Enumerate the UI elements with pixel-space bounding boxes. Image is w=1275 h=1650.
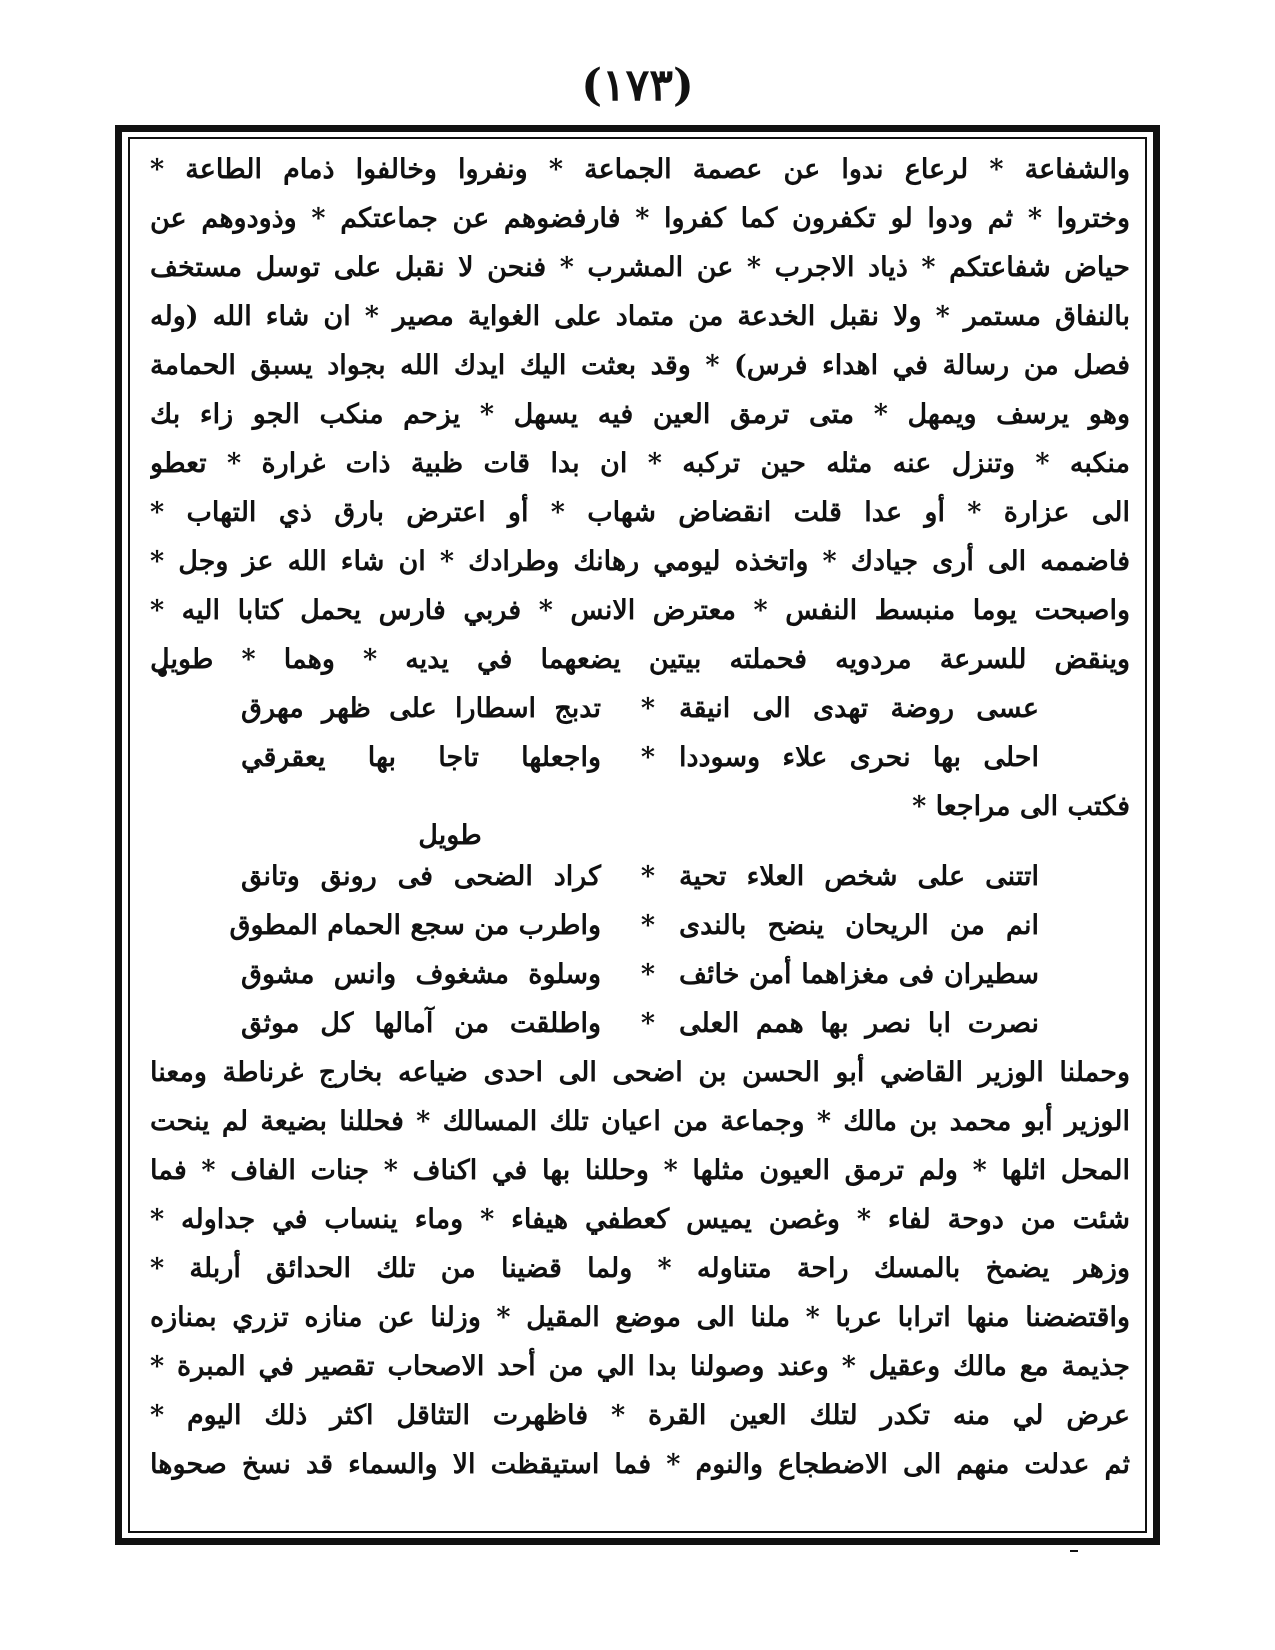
text-line: والشفاعة * لرعاع ندوا عن عصمة الجماعة * ونفروا وخالفوا ذمام الطاعة * <box>150 154 1130 185</box>
verse-second-hemistich: واطرب من سجع الحمام المطوق <box>229 910 601 941</box>
text-line: جذيمة مع مالك وعقيل * وعند وصولنا بدا الي من أحد الاصحاب تقصير في المبرة * <box>150 1351 1130 1382</box>
prose-paragraph-2 <box>150 1048 1130 1489</box>
verse-separator: * <box>640 861 655 892</box>
verse-first-hemistich: انم من الريحان ينضح بالندى <box>679 910 1039 941</box>
verse-first-hemistich: سطيران فى مغزاهما أمن خائف <box>679 959 1039 990</box>
verse-first-hemistich: عسى روضة تهدى الى انيقة <box>679 693 1039 724</box>
text-line: وزهر يضمخ بالمسك راحة متناوله * ولما قضينا من تلك الحدائق أربلة * <box>150 1253 1130 1284</box>
verse-line <box>150 901 1130 950</box>
verse-line <box>150 733 1130 782</box>
verse-line <box>150 852 1130 901</box>
text-line: فكتب الى مراجعا * <box>912 791 1130 822</box>
verse-first-hemistich: احلى بها نحرى علاء وسوددا <box>679 742 1039 773</box>
text-line: عرض لي منه تكدر لتلك العين القرة * فاظهرت التثاقل اكثر ذلك اليوم * <box>150 1400 1130 1431</box>
verse-separator: * <box>640 1008 655 1039</box>
text-line: وينقض للسرعة مردويه فحملته بيتين يضعهما في يديه * وهما * طويل <box>150 644 1130 675</box>
text-line: ثم عدلت منهم الى الاضطجاع والنوم * فما استيقظت الا والسماء قد نسخ صحوها <box>150 1449 1130 1480</box>
verse-separator: * <box>640 742 655 773</box>
text-line: الى عزارة * أو عدا قلت انقضاض شهاب * أو اعترض بارق ذي التهاب * <box>150 497 1130 528</box>
text-line: وحملنا الوزير القاضي أبو الحسن بن اضحى الى احدى ضياعه بخارج غرناطة ومعنا <box>150 1057 1130 1088</box>
text-line: منكبه * وتنزل عنه مثله حين تركبه * ان بدا قات ظبية ذات غرارة * تعطو <box>150 448 1130 479</box>
poem-1 <box>150 684 1130 782</box>
page-body <box>150 145 1130 1489</box>
meter-label: طويل <box>418 820 482 851</box>
verse-first-hemistich: نصرت ابا نصر بها همم العلى <box>679 1008 1039 1039</box>
verse-second-hemistich: تدبج اسطارا على ظهر مهرق <box>241 693 601 724</box>
verse-second-hemistich: وسلوة مشغوف وانس مشوق <box>241 959 601 990</box>
verse-first-hemistich: اتتنى على شخص العلاء تحية <box>679 861 1039 892</box>
verse-second-hemistich: كراد الضحى فى رونق وتانق <box>241 861 601 892</box>
verse-separator: * <box>640 959 655 990</box>
verse-line <box>150 950 1130 999</box>
verse-line <box>150 999 1130 1048</box>
text-line: المحل اثلها * ولم ترمق العيون مثلها * وحللنا بها في اكناف * جنات الفاف * فما <box>150 1155 1130 1186</box>
text-line: بالنفاق مستمر * ولا نقبل الخدعة من متماد على الغواية مصير * ان شاء الله (وله <box>150 301 1130 332</box>
text-line: وهو يرسف ويمهل * متى ترمق العين فيه يسهل * يزحم منكب الجو زاء بك <box>150 399 1130 430</box>
verse-second-hemistich: واجعلها تاجا بها يعقرقي <box>241 742 601 773</box>
text-line: شئت من دوحة لفاء * وغصن يميس كعطفي هيفاء * وماء ينساب في جداوله * <box>150 1204 1130 1235</box>
text-line: فصل من رسالة في اهداء فرس) * وقد بعثت اليك ايدك الله بجواد يسبق الحمامة <box>150 350 1130 381</box>
verse-line <box>150 684 1130 733</box>
text-line: واصبحت يوما منبسط النفس * معترض الانس * فربي فارس يحمل كتابا اليه * <box>150 595 1130 626</box>
verse-separator: * <box>640 910 655 941</box>
text-line: وختروا * ثم ودوا لو تكفرون كما كفروا * فارفضوهم عن جماعتكم * وذودوهم عن <box>150 203 1130 234</box>
verse-second-hemistich: واطلقت من آمالها كل موثق <box>241 1008 601 1039</box>
verse-separator: * <box>640 693 655 724</box>
footer-mark <box>1070 1550 1078 1552</box>
text-line: واقتضضنا منها اترابا عربا * ملنا الى موضع المقيل * وزلنا عن منازه تزري بمنازه <box>150 1302 1130 1333</box>
text-line: الوزير أبو محمد بن مالك * وجماعة من اعيان تلك المسالك * فحللنا بضيعة لم ينحت <box>150 1106 1130 1137</box>
page-number: (١٧٣) <box>581 60 694 111</box>
prose-paragraph-1 <box>150 145 1130 684</box>
text-line: حياض شفاعتكم * ذياد الاجرب * عن المشرب * فنحن لا نقبل على توسل مستخف <box>150 252 1130 283</box>
poem-2 <box>150 852 1130 1048</box>
text-line: فاضممه الى أرى جيادك * واتخذه ليومي رهانك وطرادك * ان شاء الله عز وجل * <box>150 546 1130 577</box>
